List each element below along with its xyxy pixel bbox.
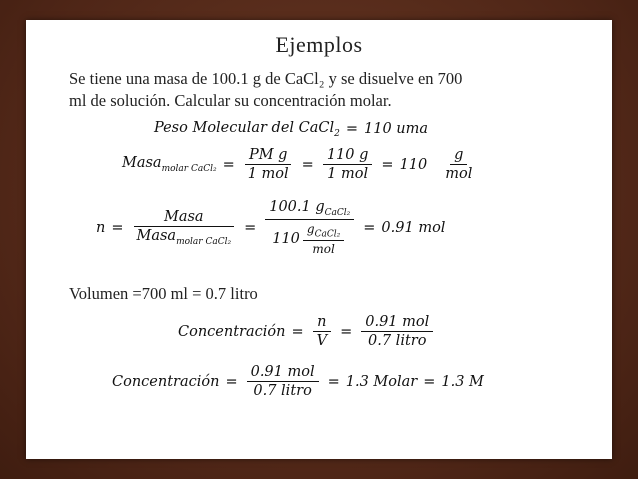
slide bbox=[26, 20, 612, 459]
eq3-lhs: n bbox=[96, 220, 106, 237]
eq3-result: 0.91 mol bbox=[381, 220, 446, 237]
equation-concentration-def: Concentración = $\frac{n}{V}$ = $\frac{\text{0.91 mol}}{\text{0.7 litro}}$ bbox=[178, 313, 436, 350]
eq5-result-m: 1.3 M bbox=[441, 373, 484, 390]
eq3-fraction-2: 100.1 $g_{CaCl_2}$ 110 $\frac{g_{CaCl_2}}{\text{mol}}$ bbox=[265, 198, 354, 258]
eq2-value: 110 bbox=[399, 156, 428, 173]
equation-concentration-result: Concentración = $\frac{\text{0.91 mol}}{\text{0.7 litro}}$ = 1.3 Molar = 1.3 M bbox=[112, 364, 484, 399]
eq5-fraction: $\frac{\text{0.91 mol}}{\text{0.7 litro}}$ bbox=[247, 363, 319, 400]
eq2-lhs: Masa$_{molar CaCl_2}$ bbox=[122, 155, 217, 174]
eq2-fraction-3: $\frac{g}{\text{mol}}$ bbox=[445, 147, 473, 182]
problem-statement bbox=[69, 68, 589, 112]
eq3-fraction-1: $\frac{\text{Masa}}{Masa_{molar CaCl_2}}$ bbox=[133, 208, 236, 248]
eq4-lhs: Concentración bbox=[178, 323, 286, 340]
eq4-fraction-1: $\frac{n}{V}$ bbox=[313, 313, 331, 350]
eq1-lhs: Peso Molecular del CaCl$_2$ bbox=[154, 120, 340, 139]
eq2-fraction-2: $\frac{110 g}{\text{1 mol}}$ bbox=[323, 146, 373, 183]
eq5-lhs: Concentración bbox=[112, 373, 220, 390]
eq1-value: 110 uma bbox=[364, 121, 429, 138]
eq5-result-molar: 1.3 Molar bbox=[345, 373, 418, 390]
slide-title: Ejemplos bbox=[275, 32, 363, 57]
eq1-equals: = bbox=[345, 121, 359, 138]
equation-molecular-weight bbox=[154, 120, 428, 139]
eq4-fraction-2: $\frac{\text{0.91 mol}}{\text{0.7 litro}}$ bbox=[361, 313, 433, 350]
problem-line-2: ml de solución. Calcular su concentración molar. bbox=[69, 91, 392, 110]
problem-line-1: Se tiene una masa de 100.1 g de CaCl₂ y se disuelve en 700 bbox=[69, 69, 463, 88]
equation-molar-mass: Masa$_{molar CaCl_2}$ = $\frac{\text{PM g}}{\text{1 mol}}$ = $\frac{110 g}{\text{1 mol}}$ = 110 $\frac{g}{\text{mol}}$ bbox=[122, 146, 479, 183]
equation-moles: n = $\frac{\text{Masa}}{Masa_{molar CaCl_2}}$ = 100.1 $g_{CaCl_2}$ 110 $\frac{g_{CaCl_2}}{\text{mol}}$ = 0.91 mol bbox=[96, 199, 446, 257]
eq2-fraction-1: $\frac{\text{PM g}}{\text{1 mol}}$ bbox=[244, 146, 293, 183]
volume-line: Volumen =700 ml = 0.7 litro bbox=[69, 284, 258, 303]
